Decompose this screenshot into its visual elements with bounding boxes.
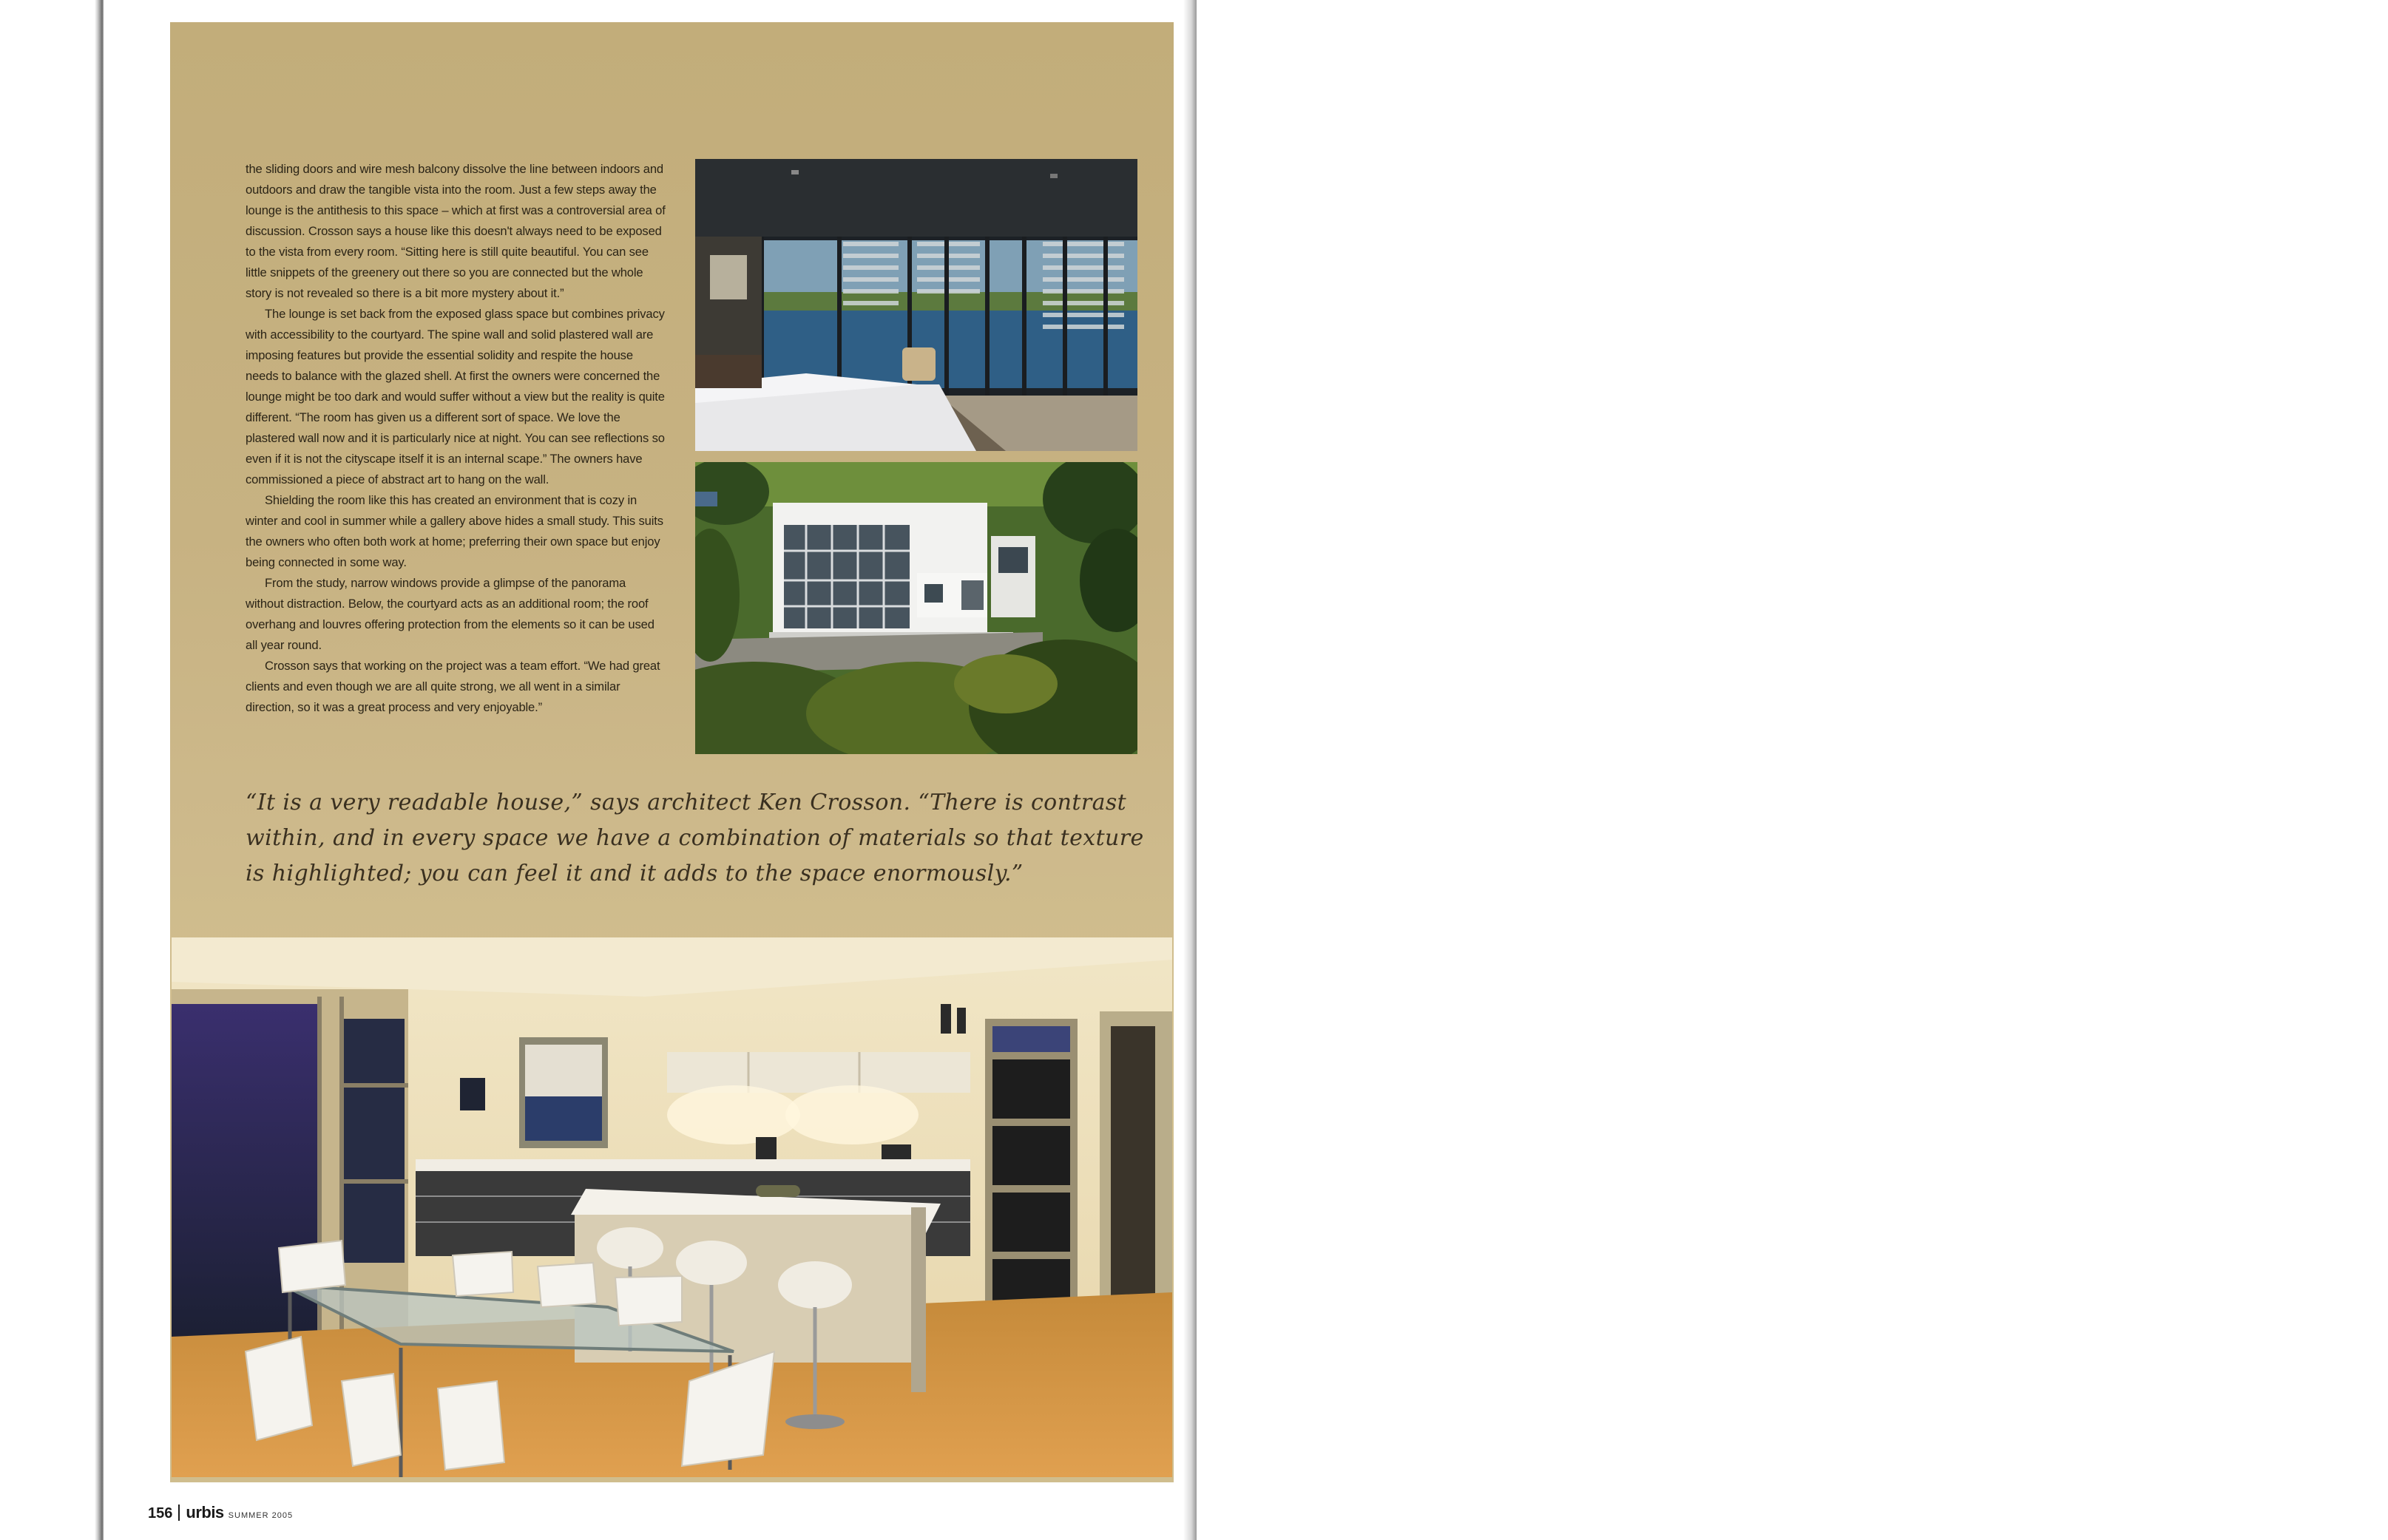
page-footer — [148, 1503, 293, 1522]
article-body — [246, 159, 667, 718]
article-paragraph: Crosson says that working on the project was a team effort. “We had great clients and even though we are all quite strong, we all went in a similar direction, so it was a great process and very enjoyable.” — [246, 659, 660, 714]
article-paragraph: From the study, narrow windows provide a glimpse of the panorama without distraction. Below, the courtyard acts as an additional room; the roof overhang and louvres offering protection from the elements so it can be used all year round. — [246, 576, 654, 652]
page-number: 156 — [148, 1505, 173, 1522]
article-paragraph: The lounge is set back from the exposed glass space but combines privacy with accessibility to the courtyard. The spine wall and solid plastered wall are imposing features but provide the essential solidity and respite the house needs to balance with the glazed shell. At first the owners were concerned the lounge might be too dark and would suffer without a view but the reality is quite different. “The room has given us a different sort of space. We love the plastered wall now and it is particularly nice at night. You can see reflections so even if it is not the cityscape itself it is an internal scape.” The owners have commissioned a piece of abstract art to hang on the wall. — [246, 307, 665, 486]
kitchen-photo — [172, 937, 1172, 1477]
issue-date: SUMMER 2005 — [228, 1511, 294, 1520]
exterior-photo — [695, 462, 1137, 754]
exterior-illustration — [695, 462, 1137, 754]
magazine-name: urbis — [186, 1503, 224, 1522]
binding-gutter — [0, 0, 104, 1540]
article-paragraph: the sliding doors and wire mesh balcony dissolve the line between indoors and outdoors and draw the tangible vista into the room. Just a few steps away the lounge is the antithesis to this space – which at first was a controversial area of discussion. Crosson says a house like this doesn't always need to be exposed to the vista from every room. “Sitting here is still quite beautiful. You can see little snippets of the greenery out there so you are connected but the whole story is not revealed so there is a bit more mystery about it.” — [246, 162, 666, 300]
footer-divider — [178, 1505, 180, 1521]
kitchen-illustration — [172, 937, 1172, 1477]
bedroom-illustration — [695, 159, 1137, 451]
page-edge-shadow — [1183, 0, 1197, 1540]
bedroom-photo — [695, 159, 1137, 451]
magazine-page — [104, 0, 1197, 1540]
pull-quote: “It is a very readable house,” says architect Ken Crosson. “There is contrast within, and in every space we have a combination of materials so that texture is highlighted; you can feel it and it adds to the space enormously.” — [246, 790, 1144, 886]
article-paragraph: Shielding the room like this has created an environment that is cozy in winter and cool in summer while a gallery above hides a small study. This suits the owners who often both work at home; preferring their own space but enjoy being connected in some way. — [246, 493, 663, 569]
